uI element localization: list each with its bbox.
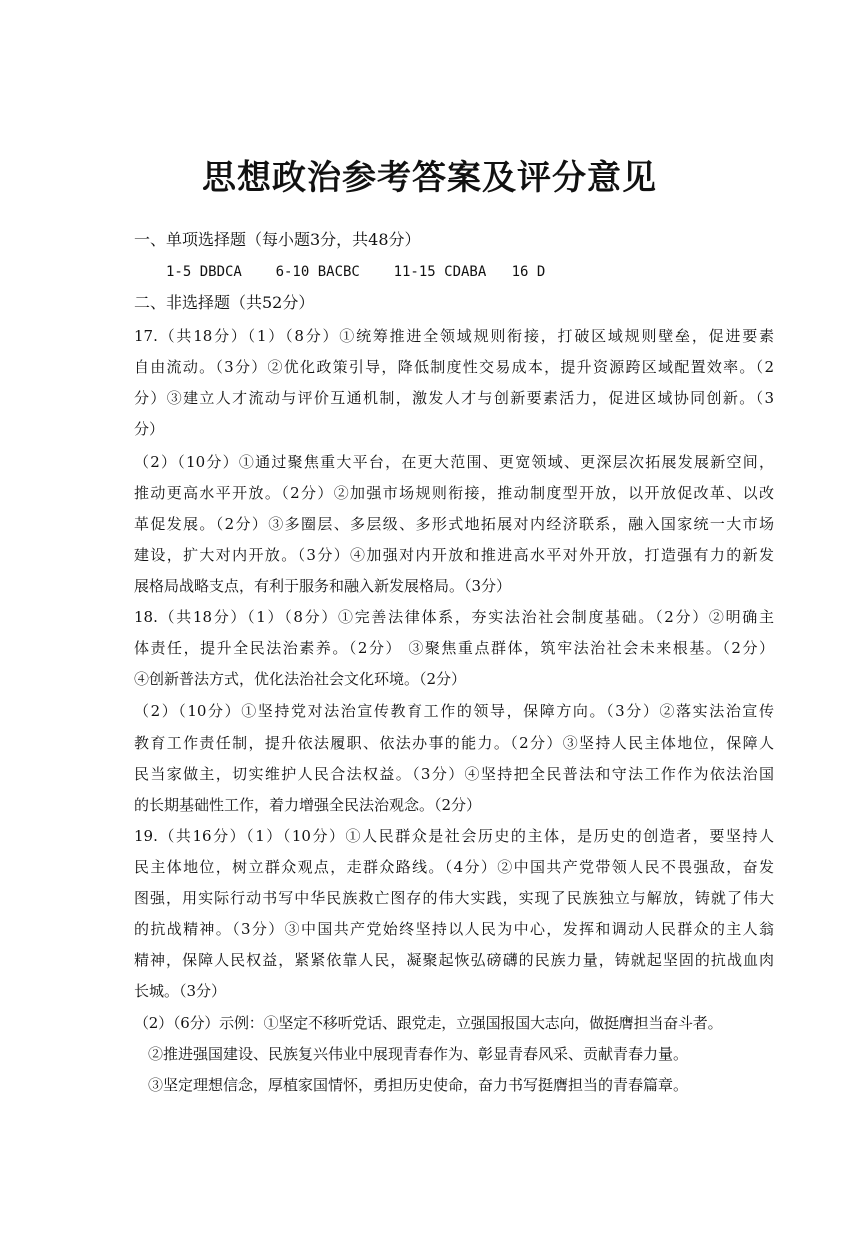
q19-2-example-3: ③坚定理想信念，厚植家国情怀，勇担历史使命，奋力书写挺膺担当的青春篇章。: [148, 1076, 689, 1094]
q19-line-6: 长城。（3分）: [134, 982, 227, 1000]
q17-line-3: 分）③建立人才流动与评价互通机制，激发人才与创新要素活力，促进区域协同创新。（3: [134, 389, 774, 407]
q17-2-line-5: 展格局战略支点，有利于服务和融入新发展格局。（3分）: [134, 577, 512, 595]
page-title: 思想政治参考答案及评分意见: [202, 158, 657, 198]
q19-2-example-2: ②推进强国建设、民族复兴伟业中展现青春作为、彰显青春风采、贡献青春力量。: [148, 1045, 689, 1063]
q18-line-2: 体责任，提升全民法治素养。（2分） ③聚焦重点群体，筑牢法治社会未来根基。（2分）: [134, 639, 774, 657]
q19-line-1: 19.（共16分）（1）（10分）①人民群众是社会历史的主体，是历史的创造者，要坚持人: [134, 827, 774, 845]
q19-line-3: 图强，用实际行动书写中华民族救亡图存的伟大实践，实现了民族独立与解放，铸就了伟大: [134, 889, 774, 907]
q17-line-4: 分）: [134, 420, 165, 438]
q19-line-2: 民主体地位，树立群众观点，走群众路线。（4分）②中国共产党带领人民不畏强敌，奋发: [134, 858, 774, 876]
q17-2-line-4: 建设，扩大对内开放。（3分）④加强对内开放和推进高水平对外开放，打造强有力的新发: [134, 546, 774, 564]
q19-2-line-1: （2）（6分）示例：①坚定不移听党话、跟党走，立强国报国大志向，做挺膺担当奋斗者。: [134, 1014, 723, 1032]
section2-heading: 二、非选择题（共52分）: [134, 293, 315, 312]
q18-2-line-4: 的长期基础性工作，着力增强全民法治观念。（2分）: [134, 796, 482, 814]
q17-2-line-2: 推动更高水平开放。（2分）②加强市场规则衔接，推动制度型开放，以开放促改革、以改: [134, 484, 774, 502]
q17-line-1: 17.（共18分）（1）（8分）①统筹推进全领域规则衔接，打破区域规则壁垒，促进要素: [134, 327, 774, 345]
q19-line-4: 的抗战精神。（3分）③中国共产党始终坚持以人民为中心，发挥和调动人民群众的主人翁: [134, 920, 774, 938]
q17-2-line-1: （2）（10分）①通过聚焦重大平台，在更大范围、更宽领域、更深层次拓展发展新空间，: [134, 453, 774, 471]
q19-line-5: 精神，保障人民权益，紧紧依靠人民，凝聚起恢弘磅礴的民族力量，铸就起坚固的抗战血肉: [134, 951, 774, 969]
q18-line-3: ④创新普法方式，优化法治社会文化环境。（2分）: [134, 670, 467, 688]
q18-2-line-2: 教育工作责任制，提升依法履职、依法办事的能力。（2分）③坚持人民主体地位，保障人: [134, 734, 774, 752]
q18-2-line-1: （2）（10分）①坚持党对法治宣传教育工作的领导，保障方向。（3分）②落实法治宣传: [134, 702, 774, 720]
choice-answers: 1-5 DBDCA 6-10 BACBC 11-15 CDABA 16 D: [166, 264, 546, 280]
q18-line-1: 18.（共18分）（1）（8分）①完善法律体系，夯实法治社会制度基础。（2分）②明确主: [134, 608, 774, 626]
section1-heading: 一、单项选择题（每小题3分，共48分）: [134, 230, 421, 249]
q18-2-line-3: 民当家做主，切实维护人民合法权益。（3分）④坚持把全民普法和守法工作作为依法治国: [134, 765, 774, 783]
q17-line-2: 自由流动。（3分）②优化政策引导，降低制度性交易成本，提升资源跨区域配置效率。（2: [134, 358, 774, 376]
q17-2-line-3: 革促发展。（2分）③多圈层、多层级、多形式地拓展对内经济联系，融入国家统一大市场: [134, 515, 774, 533]
